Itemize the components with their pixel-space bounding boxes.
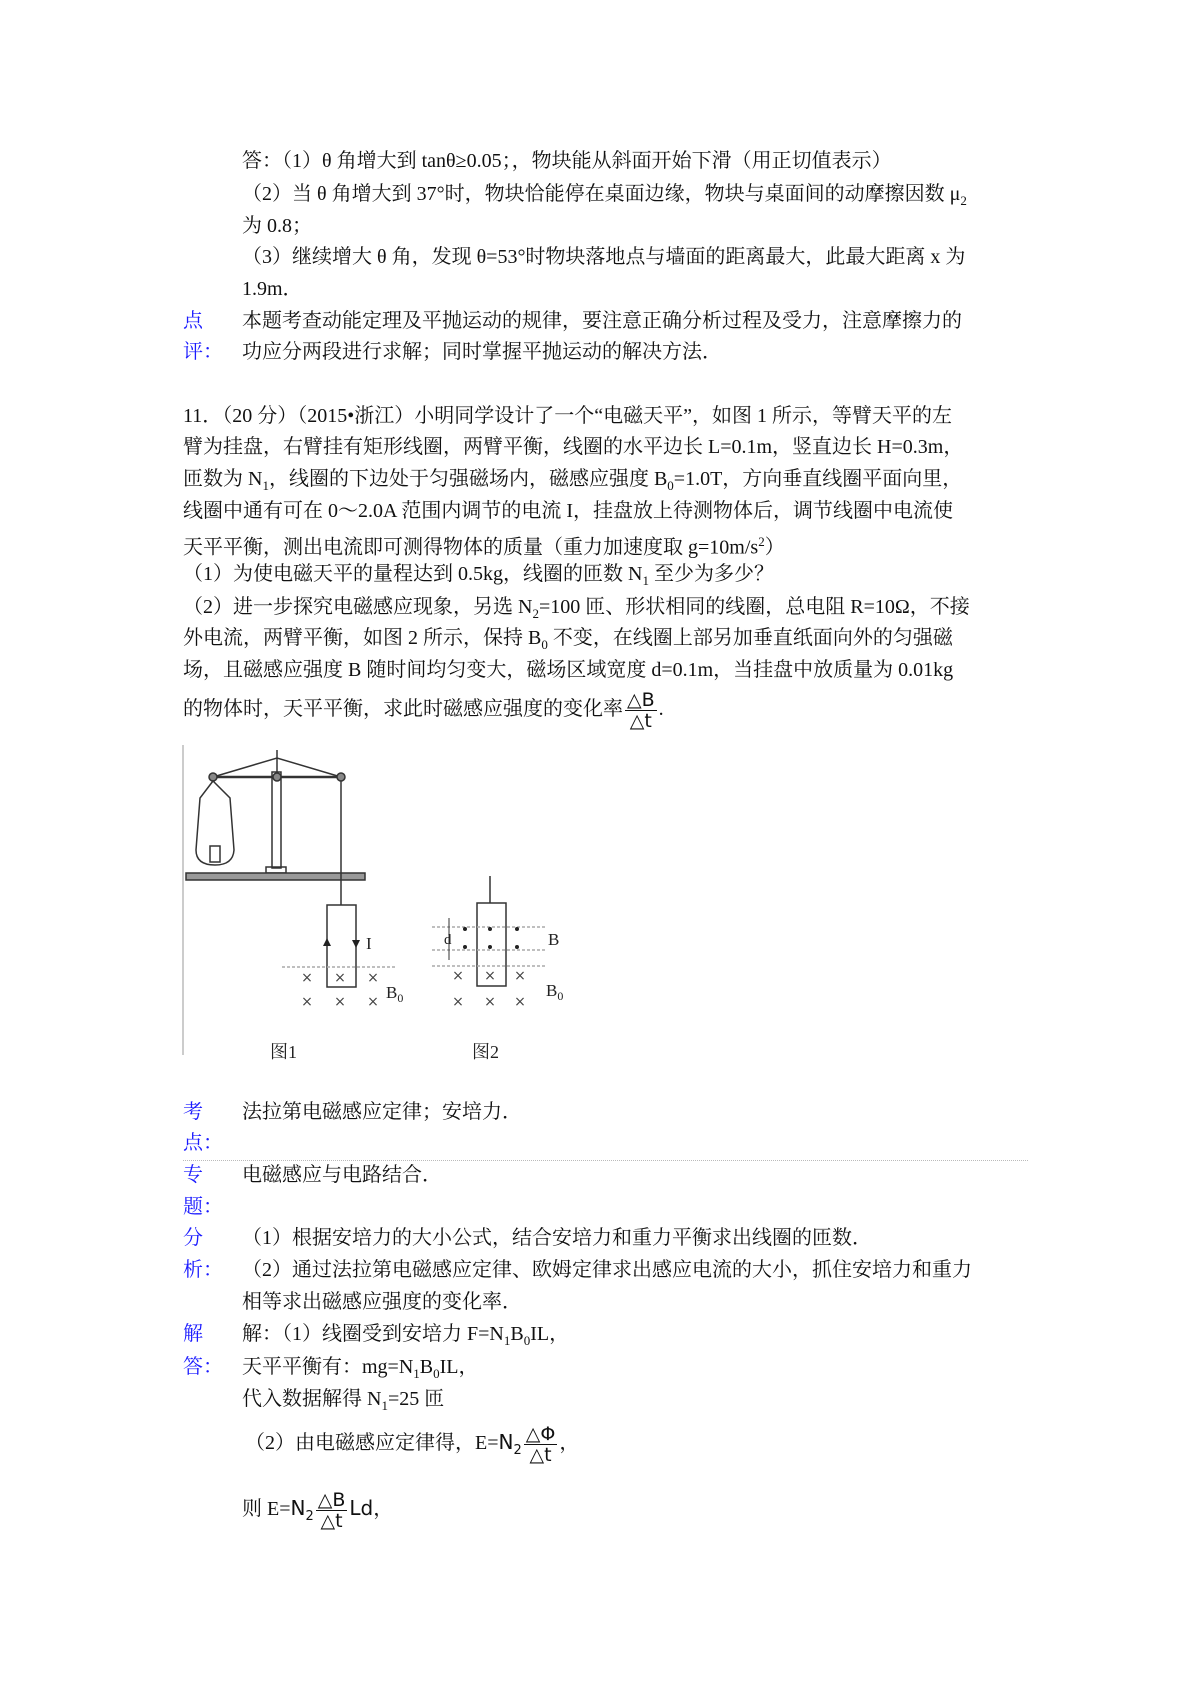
t: 解：（1）线圈受到安培力 F=N	[242, 1323, 504, 1345]
fenxi-label-1: 分	[183, 1227, 203, 1249]
weight	[210, 846, 220, 862]
field-cross: ×	[452, 994, 464, 1010]
kaodian-label-1: 考	[183, 1101, 203, 1123]
current-label: I	[366, 934, 372, 953]
zhuanti-label-2: 题：	[183, 1196, 223, 1218]
jieda-label-1: 解	[183, 1323, 203, 1345]
field-cross: ×	[334, 970, 346, 986]
t: .	[658, 698, 664, 721]
t: 天平平衡有：mg=N	[242, 1356, 414, 1378]
field-cross: ×	[484, 994, 496, 1010]
field-cross: ×	[514, 968, 526, 984]
field-cross: ×	[334, 994, 346, 1010]
base-plank	[186, 873, 365, 880]
t: =100 匝、形状相同的线圈，总电阻 R=10Ω，不接	[538, 596, 970, 618]
question-line-3	[183, 467, 962, 498]
field-cross: ×	[301, 994, 313, 1010]
field-dot	[488, 945, 492, 949]
question-line-6	[183, 562, 774, 593]
field-dot	[515, 927, 519, 931]
t: （2）进一步探究电磁感应现象，另选 N	[183, 596, 533, 618]
t: 匝数为 N	[183, 468, 263, 490]
right-hook	[337, 773, 345, 781]
text: （2）当 θ 角增大到 37°时，物块恰能停在桌面边缘，物块与桌面间的动摩擦因数 μ	[242, 183, 961, 205]
fenxi-line-1: （1）根据安培力的大小公式，结合安培力和重力平衡求出线圈的匝数．	[242, 1227, 872, 1249]
fraction-dB-dt	[316, 1490, 348, 1531]
denominator: △t	[320, 1510, 343, 1532]
field-dot	[488, 927, 492, 931]
zhuanti-label-1: 专	[183, 1164, 203, 1186]
field-cross: ×	[301, 970, 313, 986]
t: 的物体时，天平平衡，求此时磁感应强度的变化率	[183, 698, 623, 721]
answer-line-1: 答：（1）θ 角增大到 tanθ≥0.05；，物块能从斜面开始下滑（用正切值表示）	[242, 150, 892, 172]
sub: 1	[503, 1333, 511, 1348]
field-dot	[463, 927, 467, 931]
fraction-dB-dt	[625, 690, 657, 731]
jieda-label-2: 答：	[183, 1356, 223, 1378]
sub: 0	[433, 1366, 440, 1381]
t: 不变，在线圈上部另加垂直纸面向外的匀强磁	[547, 627, 953, 649]
t: 天平平衡，测出电流即可测得物体的质量（重力加速度取 g=10m/s	[183, 536, 759, 559]
t: 代入数据解得 N	[242, 1388, 382, 1410]
field-cross: ×	[484, 968, 496, 984]
field-cross: ×	[367, 970, 379, 986]
t: =25 匝	[387, 1388, 445, 1410]
b0-label-2: $B_0$	[546, 981, 564, 1003]
t: 外电流，两臂平衡，如图 2 所示，保持 B	[183, 627, 542, 649]
comment-label-1: 点	[183, 310, 203, 332]
answer-line-2	[242, 182, 967, 213]
t: 至少为多少？	[648, 563, 774, 585]
pan	[196, 781, 234, 865]
fenxi-line-3: 相等求出磁感应强度的变化率．	[242, 1291, 522, 1313]
sub: 1	[381, 1398, 388, 1413]
denominator: △t	[529, 1444, 552, 1466]
subscript: 2	[960, 193, 967, 208]
t: Ld，	[349, 1496, 394, 1521]
fraction-dPhi-dt	[524, 1424, 558, 1465]
sub: 2	[532, 606, 539, 621]
t: ，线圈的下边处于匀强磁场内，磁感应强度 B	[268, 468, 668, 490]
question-line-5	[183, 530, 785, 560]
kaodian-text: 法拉第电磁感应定律；安培力．	[242, 1101, 522, 1123]
fenxi-line-2: （2）通过法拉第电磁感应定律、欧姆定律求出感应电流的大小，抓住安培力和重力	[242, 1259, 972, 1281]
question-line-9: 场，且磁感应强度 B 随时间均匀变大，磁场区域宽度 d=0.1m，当挂盘中放质量为 0.01kg	[183, 659, 954, 681]
jieda-line-4	[245, 1424, 579, 1465]
sub: 1	[642, 573, 649, 588]
b-label: B	[548, 930, 560, 949]
sub: 0	[541, 637, 548, 652]
question-line-7	[183, 595, 970, 626]
t: 则 E=	[242, 1498, 291, 1521]
divider	[183, 1160, 1028, 1161]
t: ，	[559, 1432, 580, 1455]
b0-label-1: $B_0$	[386, 983, 404, 1005]
t: B	[419, 1356, 434, 1378]
question-line-8	[183, 626, 953, 657]
field-dot	[515, 945, 519, 949]
sub: 1	[413, 1366, 420, 1381]
sub: 1	[262, 478, 269, 493]
jieda-line-5	[242, 1490, 393, 1531]
t: IL，	[439, 1356, 479, 1378]
field-dot	[463, 945, 467, 949]
current-arrow-icon	[352, 940, 360, 948]
kaodian-label-2: 点：	[183, 1132, 223, 1154]
pivot	[273, 773, 281, 781]
answer-line-5: 1.9m．	[242, 278, 303, 300]
jieda-line-3	[242, 1387, 444, 1418]
jieda-line-1	[242, 1322, 569, 1353]
field-cross: ×	[452, 968, 464, 984]
balance-figure	[170, 680, 590, 1080]
comment-line-2: 功应分两段进行求解；同时掌握平抛运动的解决方法．	[242, 341, 722, 363]
t: （1）为使电磁天平的量程达到 0.5kg，线圈的匝数 N	[183, 563, 643, 585]
figure-2-label: 图2	[472, 1042, 499, 1062]
comment-label-2: 评：	[183, 341, 223, 363]
question-line-4: 线圈中通有可在 0～2.0A 范围内调节的电流 I，挂盘放上待测物体后，调节线圈中电流使	[183, 500, 953, 522]
left-hook	[209, 773, 217, 781]
sup: 2	[758, 534, 765, 549]
pillar	[272, 772, 281, 868]
t: ）	[764, 536, 785, 559]
d-label: d	[444, 932, 452, 948]
numerator: △Φ	[525, 1423, 556, 1445]
t: （2）由电磁感应定律得，E=	[245, 1432, 499, 1455]
numerator: △B	[627, 689, 655, 711]
field-cross: ×	[367, 994, 379, 1010]
fenxi-label-2: 析：	[183, 1259, 223, 1281]
denominator: △t	[629, 710, 652, 732]
figure-1-label: 图1	[270, 1042, 297, 1062]
answer-line-3: 为 0.8；	[242, 215, 312, 237]
sub: 0	[523, 1333, 531, 1348]
t: =1.0T，方向垂直线圈平面向里，	[673, 468, 963, 490]
n2: $N_2$	[498, 1430, 522, 1459]
t: IL，	[530, 1323, 570, 1345]
comment-line-1: 本题考查动能定理及平抛运动的规律，要注意正确分析过程及受力，注意摩擦力的	[242, 310, 962, 332]
n2: $N_2$	[290, 1496, 314, 1525]
numerator: △B	[317, 1489, 346, 1511]
answer-line-4: （3）继续增大 θ 角，发现 θ=53°时物块落地点与墙面的距离最大，此最大距离 x 为	[242, 246, 966, 268]
question-line-2: 臂为挂盘，右臂挂有矩形线圈，两臂平衡，线圈的水平边长 L=0.1m，竖直边长 H=0.3m，	[183, 436, 964, 458]
zhuanti-text: 电磁感应与电路结合．	[242, 1164, 442, 1186]
t: B	[510, 1323, 524, 1345]
current-arrow-icon	[323, 938, 331, 946]
sub: 0	[667, 478, 674, 493]
field-cross: ×	[514, 994, 526, 1010]
jieda-line-2	[242, 1355, 479, 1386]
question-line-1: 11．（20 分）（2015•浙江）小明同学设计了一个“电磁天平”，如图 1 所示，等臂天平的左	[183, 405, 953, 427]
